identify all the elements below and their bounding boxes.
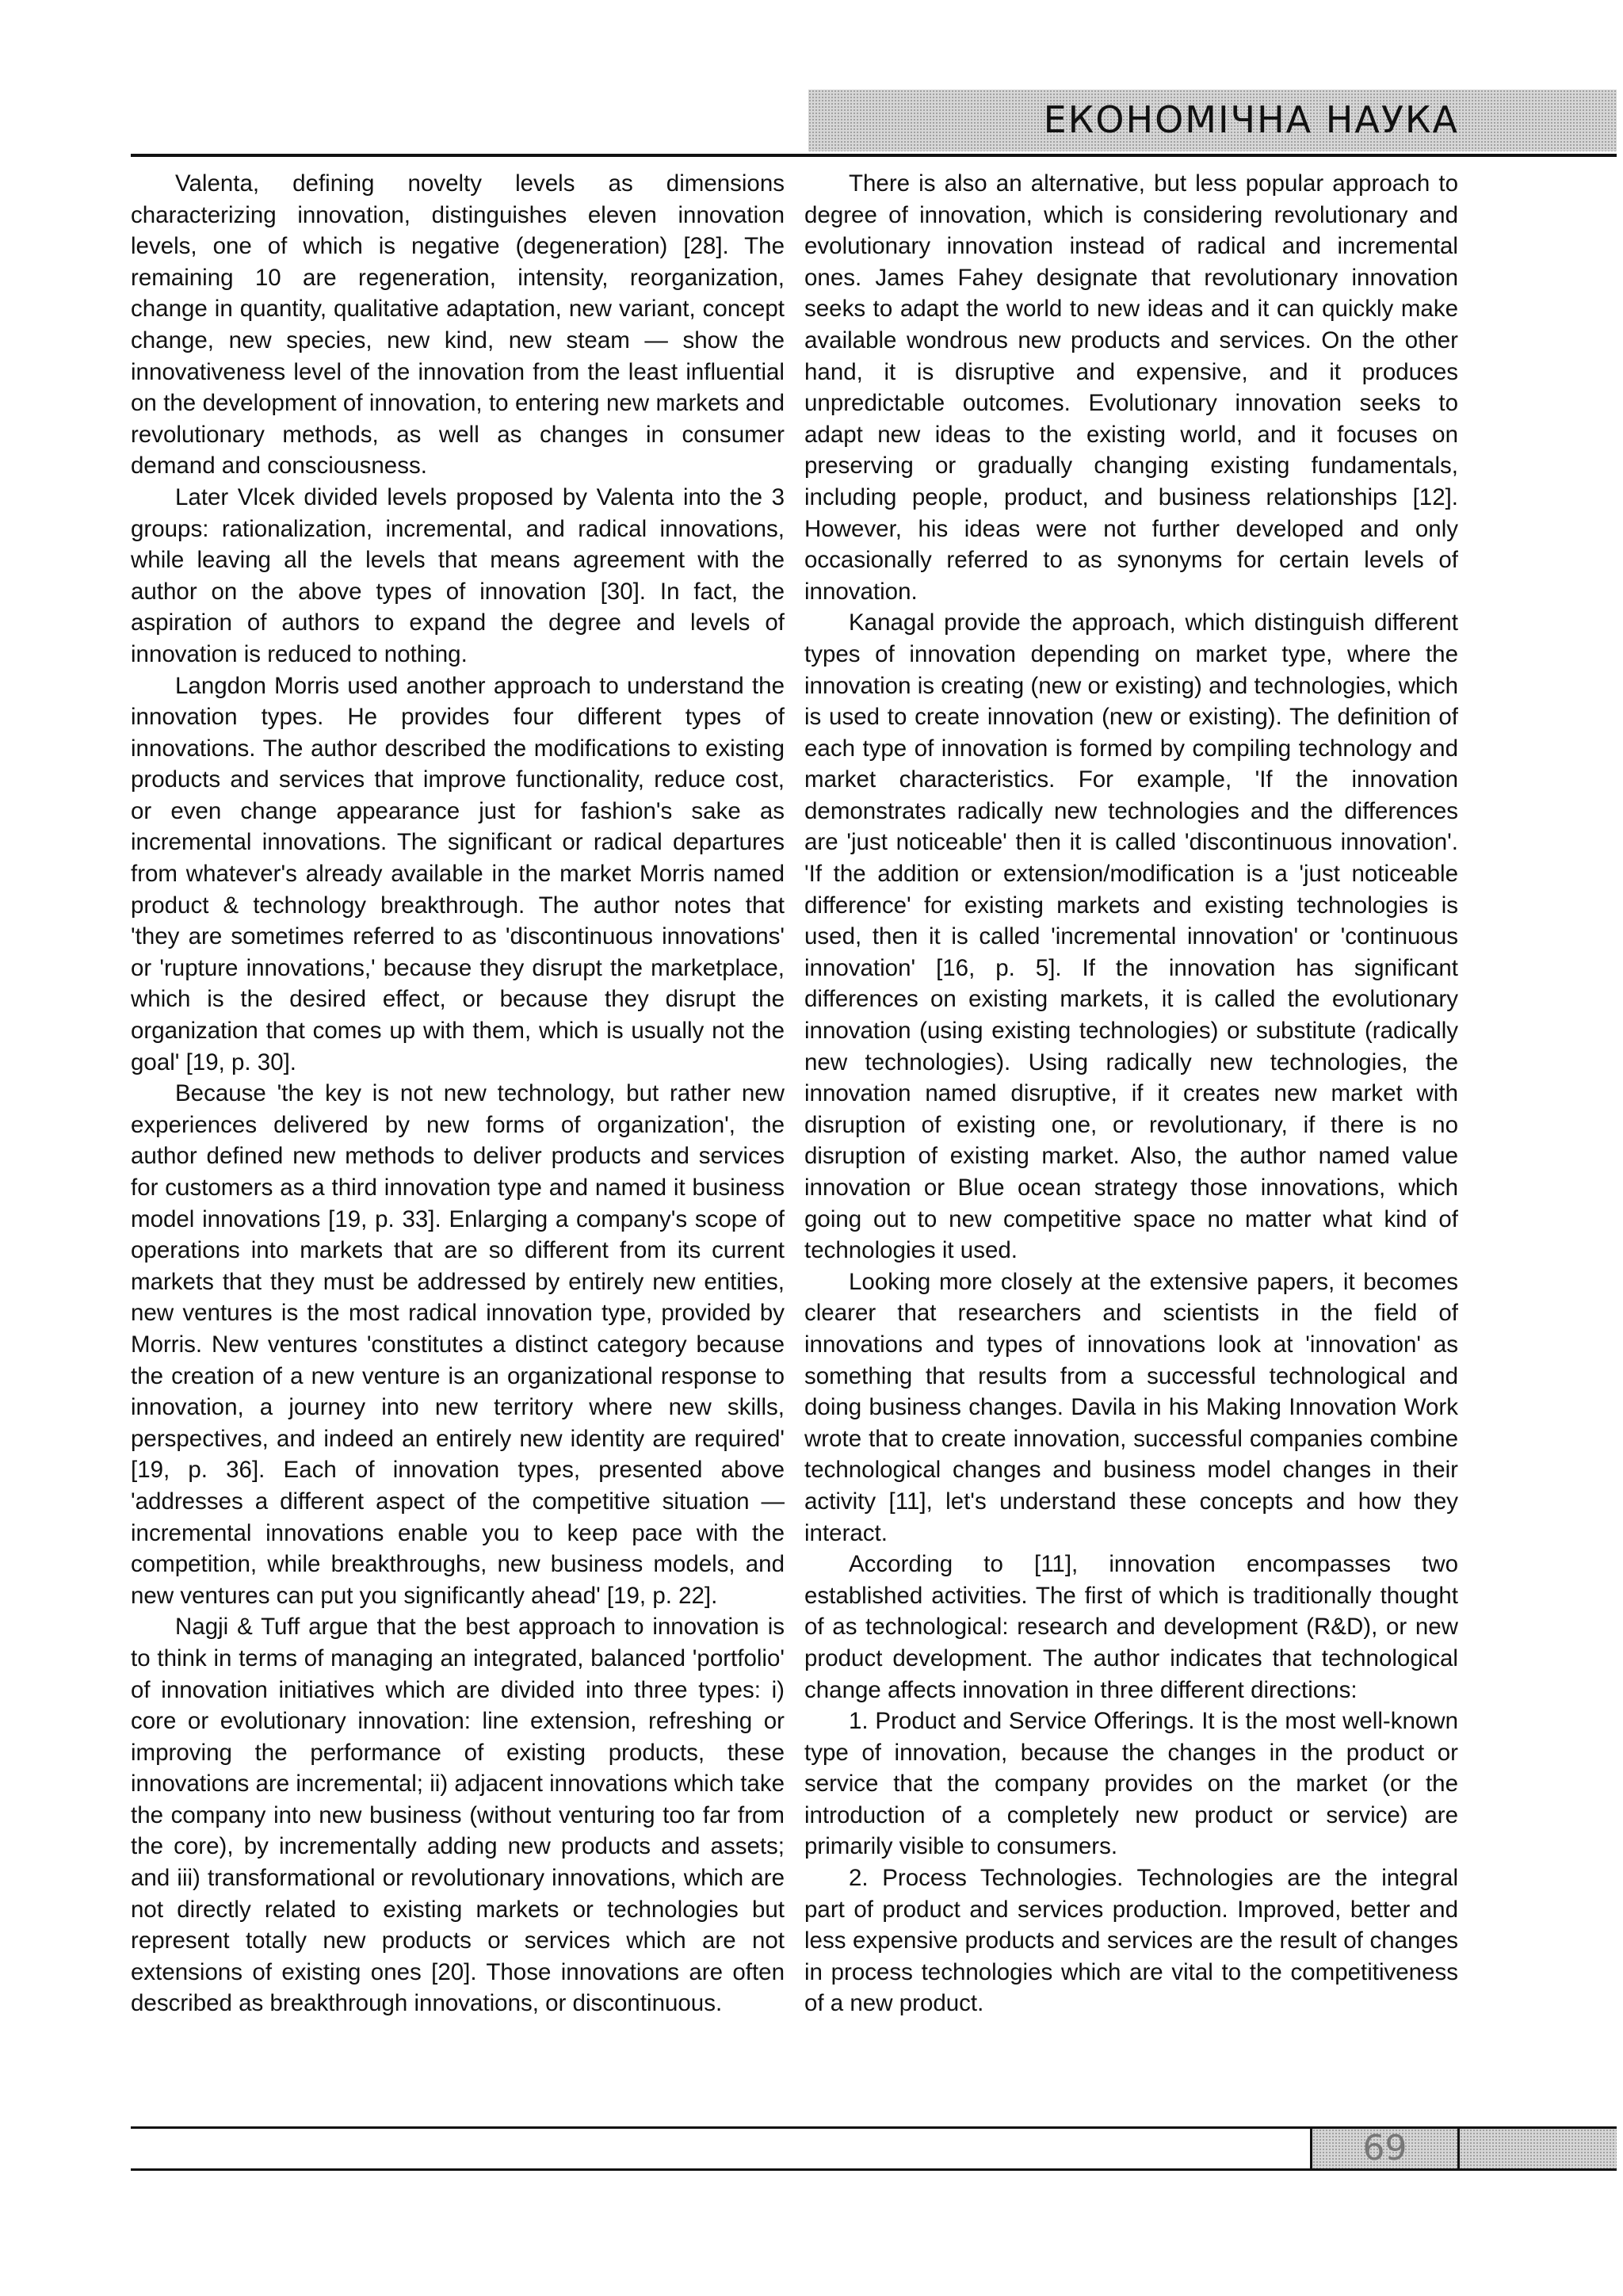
journal-title: ЕКОНОМІЧНА НАУКА xyxy=(1043,98,1459,141)
left-column xyxy=(131,168,785,2019)
paragraph: Valenta, defining novelty levels as dimensions characterizing innovation, distinguishes eleven innovation levels, one of which is negative (degeneration) [28]. The remaining 10 are regeneration, intensity, reorganization, change in quantity, qualitative adaptation, new variant, concept change, new species, new kind, new steam — show the innovativeness level of the innovation from the least influential on the development of innovation, to entering new markets and revolutionary methods, as well as changes in consumer demand and consciousness. xyxy=(131,170,785,479)
paragraph: 1. Product and Service Offerings. It is the most well-known type of innovation, because the changes in the product or service that the company provides on the market (or the introduction of a completely new product or service) are primarily visible to consumers. xyxy=(804,1708,1458,1860)
paragraph: Langdon Morris used another approach to understand the innovation types. He provides four different types of innovations. The author described the modifications to existing products and services that improve functionality, reduce cost, or even change appearance just for fashion's sake as incremental innovations. The significant or radical departures from whatever's already available in the market Morris named product & technology breakthrough. The author notes that 'they are sometimes referred to as 'discontinuous innovations' or 'rupture innovations,' because they disrupt the marketplace, which is the desired effect, or because they disrupt the organization that comes up with them, which is usually not the goal' [19, p. 30]. xyxy=(131,672,785,1075)
footer-rule-bottom xyxy=(131,2168,1617,2171)
paragraph: Because 'the key is not new technology, but rather new experiences delivered by new forms of organization', the author defined new methods to deliver products and services for customers as a third innovation type and named it business model innovations [19, p. 33]. Enlarging a company's scope of operations into markets that are so different from its current markets that they must be addressed by entirely new entities, new ventures is the most radical innovation type, provided by Morris. New ventures 'constitutes a distinct category because the creation of a new venture is an organizational response to innovation, a journey into new territory where new skills, perspectives, and indeed an entirely new identity are required' [19, p. 36]. Each of innovation types, presented above 'addresses a different aspect of the competitive situation — incremental innovations enable you to keep pace with the competition, while breakthroughs, new business models, and new ventures can put you significantly ahead' [19, p. 22]. xyxy=(131,1080,785,1609)
paragraph: There is also an alternative, but less popular approach to degree of innovation, which is considering revolutionary and evolutionary innovation instead of radical and incremental ones. James Fahey designate that revolutionary innovation seeks to adapt the world to new ideas and it can quickly make available wondrous new products and services. On the other hand, it is disruptive and expensive, and it produces unpredictable outcomes. Evolutionary innovation seeks to adapt new ideas to the existing world, and it focuses on preserving or gradually changing existing fundamentals, including people, product, and business relationships [12]. However, his ideas were not further developed and only occasionally referred to as synonyms for certain levels of innovation. xyxy=(804,170,1458,605)
paragraph: 2. Process Technologies. Technologies are the integral part of product and services production. Improved, better and less expensive products and services are the result of changes in process technologies which are vital to the competitiveness of a new product. xyxy=(804,1865,1458,2017)
footer-stripe xyxy=(1460,2129,1617,2168)
paragraph: Nagji & Tuff argue that the best approach to innovation is to think in terms of managing an integrated, balanced 'portfolio' of innovation initiatives which are divided into three types: i) core or evolutionary innovation: line extension, refreshing or improving the performance of existing products, these innovations are incremental; ii) adjacent innovations which take the company into new business (without venturing too far from the core), by incrementally adding new products and assets; and iii) transformational or revolutionary innovations, which are not directly related to existing markets or technologies but represent totally new products or services which are not extensions of existing ones [20]. Those innovations are often described as breakthrough innovations, or discontinuous. xyxy=(131,1614,785,2017)
right-column xyxy=(804,168,1458,2019)
paragraph: Later Vlcek divided levels proposed by Valenta into the 3 groups: rationalization, incremental, and radical innovations, while leaving all the levels that means agreement with the author on the above types of innovation [30]. In fact, the aspiration of authors to expand the degree and levels of innovation is reduced to nothing. xyxy=(131,483,785,667)
paragraph: Kanagal provide the approach, which distinguish different types of innovation depending on market type, where the innovation is creating (new or existing) and technologies, which is used to create innovation (new or existing). The definition of each type of innovation is formed by compiling technology and market characteristics. For example, 'If the innovation demonstrates radically new technologies and the differences are 'just noticeable' then it is called 'discontinuous innovation'. 'If the addition or extension/modification is a 'just noticeable difference' for existing markets and existing technologies is used, then it is called 'incremental innovation' or 'continuous innovation' [16, p. 5]. If the innovation has significant differences on existing markets, it is called the evolutionary innovation (using existing technologies) or substitute (radically new technologies). Using radically new technologies, the innovation named disruptive, if it creates new market with disruption of existing one, or revolutionary, if there is no disruption of existing market. Also, the author named value innovation or Blue ocean strategy those innovations, which going out to new competitive space no matter what kind of technologies it used. xyxy=(804,609,1458,1264)
paragraph: Looking more closely at the extensive papers, it becomes clearer that researchers and scientists in the field of innovations and types of innovations look at 'innovation' as something that results from a successful technological and doing business changes. Davila in his Making Innovation Work wrote that to create innovation, successful companies combine technological changes and business model changes in their activity [11], let's understand these concepts and how they interact. xyxy=(804,1268,1458,1546)
header-rule xyxy=(131,154,1617,157)
page-number: 69 xyxy=(1362,2128,1407,2168)
paragraph: According to [11], innovation encompasses two established activities. The first of which is traditionally thought of as technological: research and development (R&D), or new product development. The author indicates that technological change affects innovation in three different directions: xyxy=(804,1551,1458,1703)
